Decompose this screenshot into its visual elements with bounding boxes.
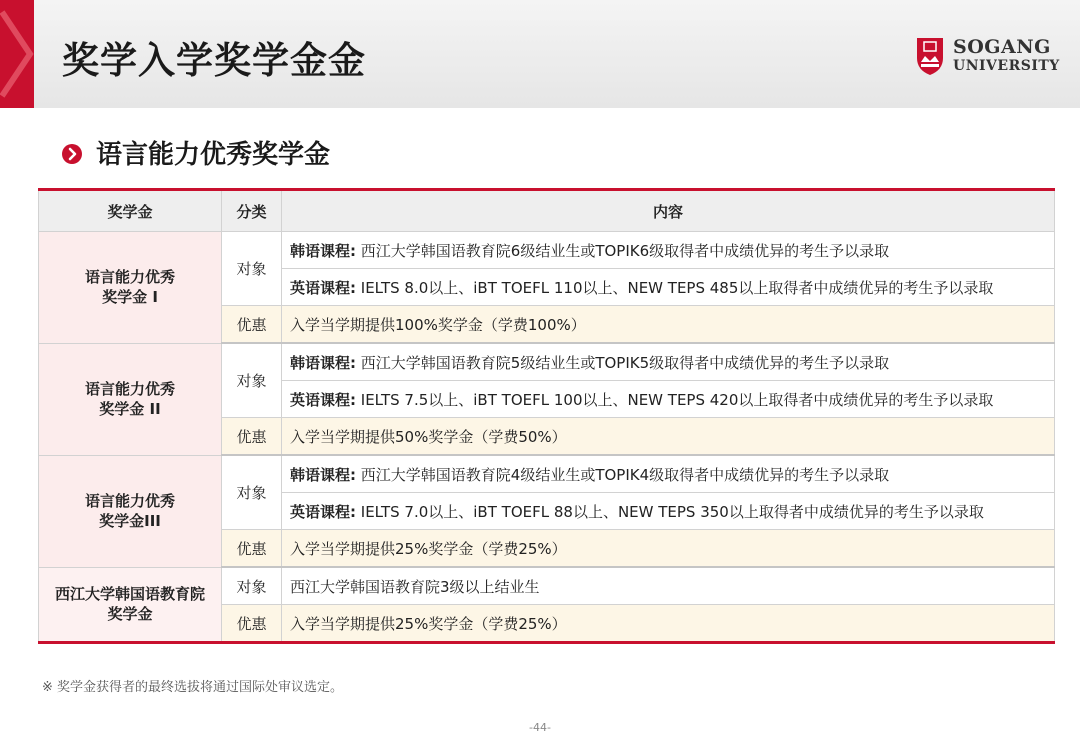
scholarship-name <box>39 343 222 455</box>
scholarship-name-text: 西江大学韩国语教育院 奖学金 <box>54 585 205 624</box>
scholarship-name-text: 语言能力优秀 奖学金 II <box>84 380 175 418</box>
category-cell: 对象 <box>222 343 282 418</box>
category-cell: 对象 <box>222 455 282 530</box>
content-text: 西江大学韩国语教育院5级结业生或TOPIK5级取得者中成绩优异的考生予以录取 <box>356 353 890 372</box>
content-cell: 西江大学韩国语教育院3级以上结业生 <box>282 567 1055 605</box>
category-cell: 对象 <box>222 567 282 605</box>
table-header-row <box>39 190 1055 232</box>
content-cell: 入学当学期提供100%奖学金（学费100%） <box>282 306 1055 344</box>
chevron-decoration-icon <box>0 0 34 108</box>
scholarship-name <box>39 455 222 567</box>
scholarship-table <box>38 188 1055 644</box>
content-cell <box>282 269 1055 306</box>
scholarship-name-text: 语言能力优秀 奖学金 I <box>84 268 175 307</box>
table-row <box>39 232 1055 269</box>
content-cell <box>282 381 1055 418</box>
chevron-right-circle-icon <box>62 144 82 164</box>
footnote: ※ 奖学金获得者的最终选拔将通过国际处审议选定。 <box>42 680 344 695</box>
course-label: 韩语课程: <box>290 465 356 484</box>
page-number: -44- <box>529 721 551 734</box>
content-cell: 入学当学期提供25%奖学金（学费25%） <box>282 530 1055 568</box>
table-row <box>39 455 1055 493</box>
content-text: IELTS 8.0以上、iBT TOEFL 110以上、NEW TEPS 485以上取得者中成绩优异的考生予以录取 <box>356 278 994 297</box>
scholarship-name-text: 语言能力优秀 奖学金III <box>84 492 175 530</box>
category-cell: 优惠 <box>222 605 282 643</box>
course-label: 韩语课程: <box>290 353 356 372</box>
content-cell <box>282 493 1055 530</box>
table-row <box>39 343 1055 381</box>
scholarship-name <box>39 232 222 344</box>
category-cell: 对象 <box>222 232 282 306</box>
category-cell: 优惠 <box>222 530 282 568</box>
content-cell <box>282 232 1055 269</box>
content-text: IELTS 7.0以上、iBT TOEFL 88以上、NEW TEPS 350以上取得者中成绩优异的考生予以录取 <box>356 502 984 521</box>
university-logo <box>915 36 1060 80</box>
course-label: 英语课程: <box>290 278 356 297</box>
logo-text-sogang: SOGANG <box>953 36 1051 58</box>
content-cell <box>282 343 1055 381</box>
course-label: 英语课程: <box>290 502 356 521</box>
header-scholarship: 奖学金 <box>39 190 222 232</box>
header-accent-bar <box>0 0 34 108</box>
table-row <box>39 567 1055 605</box>
content-cell: 入学当学期提供50%奖学金（学费50%） <box>282 418 1055 456</box>
content-text: 西江大学韩国语教育院4级结业生或TOPIK4级取得者中成绩优异的考生予以录取 <box>356 465 890 484</box>
header-content: 内容 <box>282 190 1055 232</box>
sogang-crest-icon <box>915 36 945 76</box>
section-title: 语言能力优秀奖学金 <box>96 140 331 170</box>
page-title: 奖学入学奖学金金 <box>62 39 366 82</box>
category-cell: 优惠 <box>222 306 282 344</box>
logo-text-university: UNIVERSITY <box>953 58 1060 74</box>
content-text: IELTS 7.5以上、iBT TOEFL 100以上、NEW TEPS 420以上取得者中成绩优异的考生予以录取 <box>356 390 994 409</box>
content-text: 西江大学韩国语教育院6级结业生或TOPIK6级取得者中成绩优异的考生予以录取 <box>356 241 890 260</box>
scholarship-name <box>39 567 222 643</box>
course-label: 韩语课程: <box>290 241 356 260</box>
category-cell: 优惠 <box>222 418 282 456</box>
content-cell: 入学当学期提供25%奖学金（学费25%） <box>282 605 1055 643</box>
header-bar <box>0 0 1080 108</box>
header-category: 分类 <box>222 190 282 232</box>
course-label: 英语课程: <box>290 390 356 409</box>
content-cell <box>282 455 1055 493</box>
